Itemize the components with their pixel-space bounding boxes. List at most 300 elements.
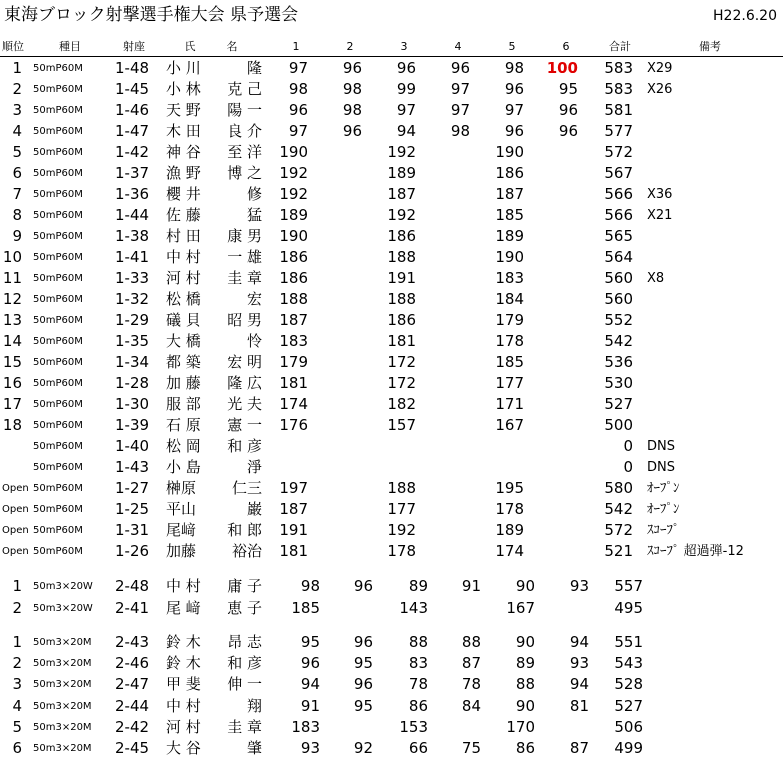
table-row <box>0 415 783 436</box>
score-cell-5: 171 <box>495 395 524 413</box>
rank-cell: 17 <box>2 395 22 413</box>
given-name-cell: 肇 <box>246 739 262 757</box>
score-cell-5: 167 <box>495 416 524 434</box>
total-cell: 557 <box>614 577 643 595</box>
given-name-cell: 昭 男 <box>227 311 262 329</box>
event-cell: 50m3×20W <box>33 602 93 614</box>
score-cell-1: 192 <box>279 185 308 203</box>
score-cell-1: 190 <box>279 143 308 161</box>
event-cell: 50mP60M <box>33 252 83 263</box>
given-name-cell: 隆 <box>246 59 262 77</box>
col-s4: 4 <box>454 40 462 53</box>
score-cell-3: 86 <box>408 696 428 715</box>
table-row <box>0 352 783 373</box>
event-cell: 50mP60M <box>33 462 83 473</box>
col-lane: 射座 <box>123 40 145 53</box>
surname-cell: 石 原 <box>166 416 201 434</box>
given-name-cell: 陽 一 <box>227 101 262 119</box>
score-cell-1: 96 <box>288 101 308 119</box>
score-cell-1: 183 <box>279 332 308 350</box>
score-cell-2: 98 <box>342 101 362 119</box>
table-row <box>0 58 783 79</box>
score-cell-3: 153 <box>399 717 428 736</box>
surname-cell: 村 田 <box>166 227 201 245</box>
score-cell-1: 190 <box>279 227 308 245</box>
score-cell-3: 172 <box>387 353 416 371</box>
lane-cell: 1-44 <box>115 206 150 224</box>
score-cell-5: 90 <box>515 577 535 595</box>
score-cell-5: 185 <box>495 353 524 371</box>
lane-cell: 1-35 <box>115 332 150 350</box>
total-cell: 528 <box>614 675 643 694</box>
table-row <box>0 79 783 100</box>
notes-cell: ｵｰﾌﾟﾝ <box>647 502 680 517</box>
score-cell-1: 176 <box>279 416 308 434</box>
total-cell: 543 <box>614 654 643 673</box>
lane-cell: 2-43 <box>115 633 150 651</box>
surname-cell: 平山 <box>166 500 197 518</box>
event-cell: 50mP60M <box>33 315 83 326</box>
surname-cell: 礒 貝 <box>166 311 201 329</box>
score-cell-3: 172 <box>387 374 416 392</box>
score-cell-5: 90 <box>515 633 535 651</box>
lane-cell: 1-25 <box>115 500 150 518</box>
score-cell-1: 94 <box>300 675 320 694</box>
score-cell-5: 187 <box>495 185 524 203</box>
total-cell: 577 <box>604 122 633 140</box>
col-surname: 氏 <box>184 40 196 53</box>
table-row <box>0 100 783 121</box>
score-cell-1: 187 <box>279 311 308 329</box>
score-cell-3: 192 <box>387 521 416 539</box>
given-name-cell: 昂 志 <box>227 633 262 651</box>
table-row <box>0 520 783 541</box>
rank-cell: 15 <box>2 353 22 371</box>
score-cell-3: 186 <box>387 227 416 245</box>
event-cell: 50mP60M <box>33 273 83 284</box>
given-name-cell: 恵 子 <box>227 598 262 617</box>
score-cell-5: 178 <box>495 500 524 518</box>
score-cell-1: 191 <box>279 521 308 539</box>
event-cell: 50mP60M <box>33 105 83 116</box>
notes-cell: DNS <box>647 460 675 475</box>
total-cell: 495 <box>614 598 643 617</box>
rank-cell: 4 <box>12 696 22 715</box>
score-cell-5: 183 <box>495 269 524 287</box>
score-cell-5: 96 <box>504 80 524 98</box>
rank-cell: 2 <box>12 80 22 98</box>
total-cell: 536 <box>604 353 633 371</box>
table-row <box>0 142 783 163</box>
surname-cell: 加 藤 <box>166 374 201 392</box>
given-name-cell: 博 之 <box>227 164 262 182</box>
table-row <box>0 268 783 289</box>
notes-cell: ｽｺｰﾌﾟ <box>647 523 680 538</box>
total-cell: 580 <box>604 479 633 497</box>
score-cell-6: 94 <box>569 675 589 694</box>
score-cell-3: 186 <box>387 311 416 329</box>
given-name-cell: 至 洋 <box>227 143 262 161</box>
score-cell-3: 191 <box>387 269 416 287</box>
score-cell-3: 178 <box>387 542 416 560</box>
score-cell-5: 90 <box>515 696 535 715</box>
col-rank: 順位 <box>2 40 24 53</box>
notes-cell: X26 <box>647 82 673 97</box>
lane-cell: 1-32 <box>115 290 150 308</box>
total-cell: 530 <box>604 374 633 392</box>
score-cell-3: 187 <box>387 185 416 203</box>
total-cell: 527 <box>604 395 633 413</box>
table-row <box>0 289 783 310</box>
event-cell: 50mP60M <box>33 378 83 389</box>
surname-cell: 中 村 <box>166 696 201 715</box>
rank-cell: 4 <box>12 122 22 140</box>
event-cell: 50mP60M <box>33 336 83 347</box>
table-row <box>0 457 783 478</box>
score-cell-3: 189 <box>387 164 416 182</box>
score-cell-2: 96 <box>342 59 362 77</box>
table-row <box>0 632 783 653</box>
surname-cell: 都 築 <box>166 353 201 371</box>
notes-cell: X8 <box>647 271 665 286</box>
event-cell: 50mP60M <box>33 504 83 515</box>
total-cell: 560 <box>604 269 633 287</box>
score-cell-4: 75 <box>461 739 481 757</box>
score-cell-1: 95 <box>300 633 320 651</box>
score-cell-5: 170 <box>506 717 535 736</box>
given-name-cell: 良 介 <box>227 122 262 140</box>
given-name-cell: 和 彦 <box>227 654 262 673</box>
given-name-cell: 巌 <box>246 500 262 518</box>
rank-cell: 3 <box>12 675 22 694</box>
score-cell-4: 87 <box>461 654 481 673</box>
total-cell: 564 <box>604 248 633 266</box>
table-row <box>0 717 783 738</box>
score-cell-4: 91 <box>461 577 481 595</box>
score-cell-5: 178 <box>495 332 524 350</box>
rank-cell: 11 <box>2 269 22 287</box>
table-row <box>0 373 783 394</box>
lane-cell: 2-41 <box>115 598 150 617</box>
table-row <box>0 226 783 247</box>
notes-cell: X29 <box>647 61 673 76</box>
rank-cell: 5 <box>12 143 22 161</box>
rank-cell: Open <box>2 546 29 557</box>
lane-cell: 1-45 <box>115 80 150 98</box>
lane-cell: 1-36 <box>115 185 150 203</box>
score-cell-6: 93 <box>569 654 589 673</box>
event-cell: 50mP60M <box>33 399 83 410</box>
lane-cell: 1-41 <box>115 248 150 266</box>
event-cell: 50mP60M <box>33 147 83 158</box>
score-cell-5: 86 <box>515 739 535 757</box>
surname-cell: 松 橋 <box>166 290 201 308</box>
surname-cell: 佐 藤 <box>166 206 201 224</box>
surname-cell: 小 川 <box>166 59 201 77</box>
table-row <box>0 674 783 695</box>
table-row <box>0 205 783 226</box>
score-cell-5: 98 <box>504 59 524 77</box>
col-s1: 1 <box>292 40 300 53</box>
total-cell: 572 <box>604 143 633 161</box>
score-cell-4: 84 <box>461 696 481 715</box>
given-name-cell: 伸 一 <box>227 675 262 694</box>
given-name-cell: 隆 広 <box>227 374 262 392</box>
table-row <box>0 478 783 499</box>
total-cell: 566 <box>604 206 633 224</box>
score-cell-6: 96 <box>558 122 578 140</box>
event-cell: 50m3×20W <box>33 581 93 592</box>
rank-cell: 1 <box>12 577 22 595</box>
event-cell: 50mP60M <box>33 420 83 431</box>
event-cell: 50m3×20M <box>33 658 92 670</box>
score-cell-3: 182 <box>387 395 416 413</box>
lane-cell: 1-27 <box>115 479 150 497</box>
table-row <box>0 653 783 674</box>
total-cell: 542 <box>604 332 633 350</box>
total-cell: 552 <box>604 311 633 329</box>
score-cell-5: 190 <box>495 143 524 161</box>
score-cell-1: 186 <box>279 248 308 266</box>
event-cell: 50mP60M <box>33 357 83 368</box>
lane-cell: 1-26 <box>115 542 150 560</box>
lane-cell: 1-46 <box>115 101 150 119</box>
score-cell-3: 78 <box>408 675 428 694</box>
rank-cell: Open <box>2 525 29 536</box>
surname-cell: 小 林 <box>166 80 201 98</box>
score-cell-3: 99 <box>396 80 416 98</box>
score-cell-3: 143 <box>399 598 428 617</box>
score-cell-1: 181 <box>279 374 308 392</box>
score-cell-2: 96 <box>353 633 373 651</box>
lane-cell: 1-40 <box>115 437 150 455</box>
surname-cell: 漁 野 <box>166 164 201 182</box>
score-cell-3: 157 <box>387 416 416 434</box>
lane-cell: 2-45 <box>115 739 150 757</box>
event-cell: 50mP60M <box>33 210 83 221</box>
table-row <box>0 696 783 717</box>
surname-cell: 河 村 <box>166 717 201 736</box>
lane-cell: 1-38 <box>115 227 150 245</box>
score-cell-3: 181 <box>387 332 416 350</box>
given-name-cell: 和 彦 <box>227 437 262 455</box>
score-cell-6: 100 <box>546 59 578 77</box>
given-name-cell: 圭 章 <box>227 269 262 287</box>
lane-cell: 1-29 <box>115 311 150 329</box>
event-cell: 50mP60M <box>33 483 83 494</box>
rank-cell: 2 <box>12 598 22 617</box>
col-s5: 5 <box>508 40 516 53</box>
score-cell-2: 95 <box>353 696 373 715</box>
surname-cell: 鈴 木 <box>166 633 201 651</box>
score-cell-1: 188 <box>279 290 308 308</box>
score-cell-1: 97 <box>288 122 308 140</box>
surname-cell: 大 谷 <box>166 739 201 757</box>
score-cell-3: 188 <box>387 479 416 497</box>
surname-cell: 服 部 <box>166 395 201 413</box>
table-row <box>0 184 783 205</box>
rank-cell: Open <box>2 504 29 515</box>
total-cell: 0 <box>623 437 633 455</box>
col-total: 合計 <box>609 40 631 53</box>
event-cell: 50mP60M <box>33 63 83 74</box>
total-cell: 581 <box>604 101 633 119</box>
rank-cell: 1 <box>12 59 22 77</box>
score-cell-1: 189 <box>279 206 308 224</box>
total-cell: 0 <box>623 458 633 476</box>
total-cell: 583 <box>604 59 633 77</box>
score-cell-2: 96 <box>353 675 373 694</box>
lane-cell: 1-48 <box>115 59 150 77</box>
col-s3: 3 <box>400 40 408 53</box>
score-cell-3: 97 <box>396 101 416 119</box>
given-name-cell: 宏 明 <box>227 353 262 371</box>
score-cell-1: 186 <box>279 269 308 287</box>
score-cell-4: 88 <box>461 633 481 651</box>
notes-cell: DNS <box>647 439 675 454</box>
page-title: 東海ブロック射撃選手権大会 県予選会 <box>4 5 299 25</box>
score-cell-3: 83 <box>408 654 428 673</box>
table-row <box>0 394 783 415</box>
given-name-cell: 光 夫 <box>227 395 262 413</box>
notes-cell: ｽｺｰﾌﾟ 超過弾-12 <box>647 544 744 559</box>
surname-cell: 櫻 井 <box>166 185 201 203</box>
given-name-cell: 怜 <box>246 332 262 350</box>
rank-cell: 5 <box>12 717 22 736</box>
score-cell-3: 88 <box>408 633 428 651</box>
lane-cell: 2-47 <box>115 675 150 694</box>
given-name-cell: 憲 一 <box>227 416 262 434</box>
score-cell-1: 179 <box>279 353 308 371</box>
score-cell-2: 95 <box>353 654 373 673</box>
surname-cell: 河 村 <box>166 269 201 287</box>
rank-cell: 10 <box>2 248 22 266</box>
event-cell: 50m3×20M <box>33 679 92 691</box>
rank-cell: 7 <box>12 185 22 203</box>
surname-cell: 榊原 <box>166 479 197 497</box>
lane-cell: 2-46 <box>115 654 150 673</box>
score-cell-3: 192 <box>387 143 416 161</box>
score-cell-1: 91 <box>300 696 320 715</box>
given-name-cell: 淨 <box>246 458 262 476</box>
notes-cell: X21 <box>647 208 673 223</box>
header-divider <box>0 56 783 57</box>
table-row <box>0 576 783 597</box>
score-cell-5: 185 <box>495 206 524 224</box>
total-cell: 565 <box>604 227 633 245</box>
score-cell-2: 96 <box>342 122 362 140</box>
score-cell-5: 195 <box>495 479 524 497</box>
table-row <box>0 310 783 331</box>
surname-cell: 天 野 <box>166 101 201 119</box>
score-cell-6: 93 <box>569 577 589 595</box>
given-name-cell: 庸 子 <box>227 577 262 595</box>
event-cell: 50m3×20M <box>33 700 92 712</box>
score-cell-1: 98 <box>300 577 320 595</box>
given-name-cell: 修 <box>246 185 262 203</box>
surname-cell: 尾﨑 <box>166 521 197 539</box>
col-s6: 6 <box>562 40 570 53</box>
score-cell-1: 181 <box>279 542 308 560</box>
score-cell-3: 89 <box>408 577 428 595</box>
given-name-cell: 圭 章 <box>227 717 262 736</box>
notes-cell: ｵｰﾌﾟﾝ <box>647 481 680 496</box>
rank-cell: 2 <box>12 654 22 673</box>
surname-cell: 尾 﨑 <box>166 598 201 617</box>
total-cell: 542 <box>604 500 633 518</box>
total-cell: 506 <box>614 717 643 736</box>
score-cell-5: 184 <box>495 290 524 308</box>
given-name-cell: 一 雄 <box>227 248 262 266</box>
score-cell-5: 96 <box>504 122 524 140</box>
score-cell-4: 78 <box>461 675 481 694</box>
rank-cell: 1 <box>12 633 22 651</box>
rank-cell: 16 <box>2 374 22 392</box>
table-row <box>0 121 783 142</box>
event-cell: 50m3×20M <box>33 637 92 648</box>
score-cell-6: 87 <box>569 739 589 757</box>
col-event: 種目 <box>59 40 81 53</box>
score-cell-4: 97 <box>450 101 470 119</box>
score-cell-5: 97 <box>504 101 524 119</box>
col-s2: 2 <box>346 40 354 53</box>
surname-cell: 中 村 <box>166 248 201 266</box>
score-cell-3: 96 <box>396 59 416 77</box>
event-cell: 50mP60M <box>33 546 83 557</box>
rank-cell: 12 <box>2 290 22 308</box>
total-cell: 583 <box>604 80 633 98</box>
given-name-cell: 裕治 <box>231 542 262 560</box>
given-name-cell: 猛 <box>246 206 262 224</box>
given-name-cell: 和 郎 <box>227 521 262 539</box>
lane-cell: 1-31 <box>115 521 150 539</box>
lane-cell: 1-28 <box>115 374 150 392</box>
score-cell-5: 89 <box>515 654 535 673</box>
table-row <box>0 163 783 184</box>
score-cell-6: 81 <box>569 696 589 715</box>
total-cell: 566 <box>604 185 633 203</box>
score-cell-6: 94 <box>569 633 589 651</box>
lane-cell: 1-42 <box>115 143 150 161</box>
surname-cell: 中 村 <box>166 577 201 595</box>
lane-cell: 1-37 <box>115 164 150 182</box>
rank-cell: 8 <box>12 206 22 224</box>
lane-cell: 1-39 <box>115 416 150 434</box>
lane-cell: 2-42 <box>115 717 150 736</box>
surname-cell: 鈴 木 <box>166 654 201 673</box>
total-cell: 500 <box>604 416 633 434</box>
total-cell: 521 <box>604 542 633 560</box>
rank-cell: 6 <box>12 164 22 182</box>
score-cell-3: 66 <box>408 739 428 757</box>
table-row <box>0 499 783 520</box>
score-cell-1: 93 <box>300 739 320 757</box>
score-cell-4: 97 <box>450 80 470 98</box>
event-cell: 50mP60M <box>33 126 83 137</box>
col-notes: 備考 <box>699 40 721 53</box>
score-cell-5: 177 <box>495 374 524 392</box>
surname-cell: 神 谷 <box>166 143 201 161</box>
event-cell: 50mP60M <box>33 84 83 95</box>
rank-cell: 9 <box>12 227 22 245</box>
score-cell-1: 197 <box>279 479 308 497</box>
given-name-cell: 康 男 <box>227 227 262 245</box>
lane-cell: 1-33 <box>115 269 150 287</box>
score-cell-5: 88 <box>515 675 535 694</box>
rank-cell: 18 <box>2 416 22 434</box>
score-cell-1: 183 <box>291 717 320 736</box>
score-cell-3: 188 <box>387 248 416 266</box>
